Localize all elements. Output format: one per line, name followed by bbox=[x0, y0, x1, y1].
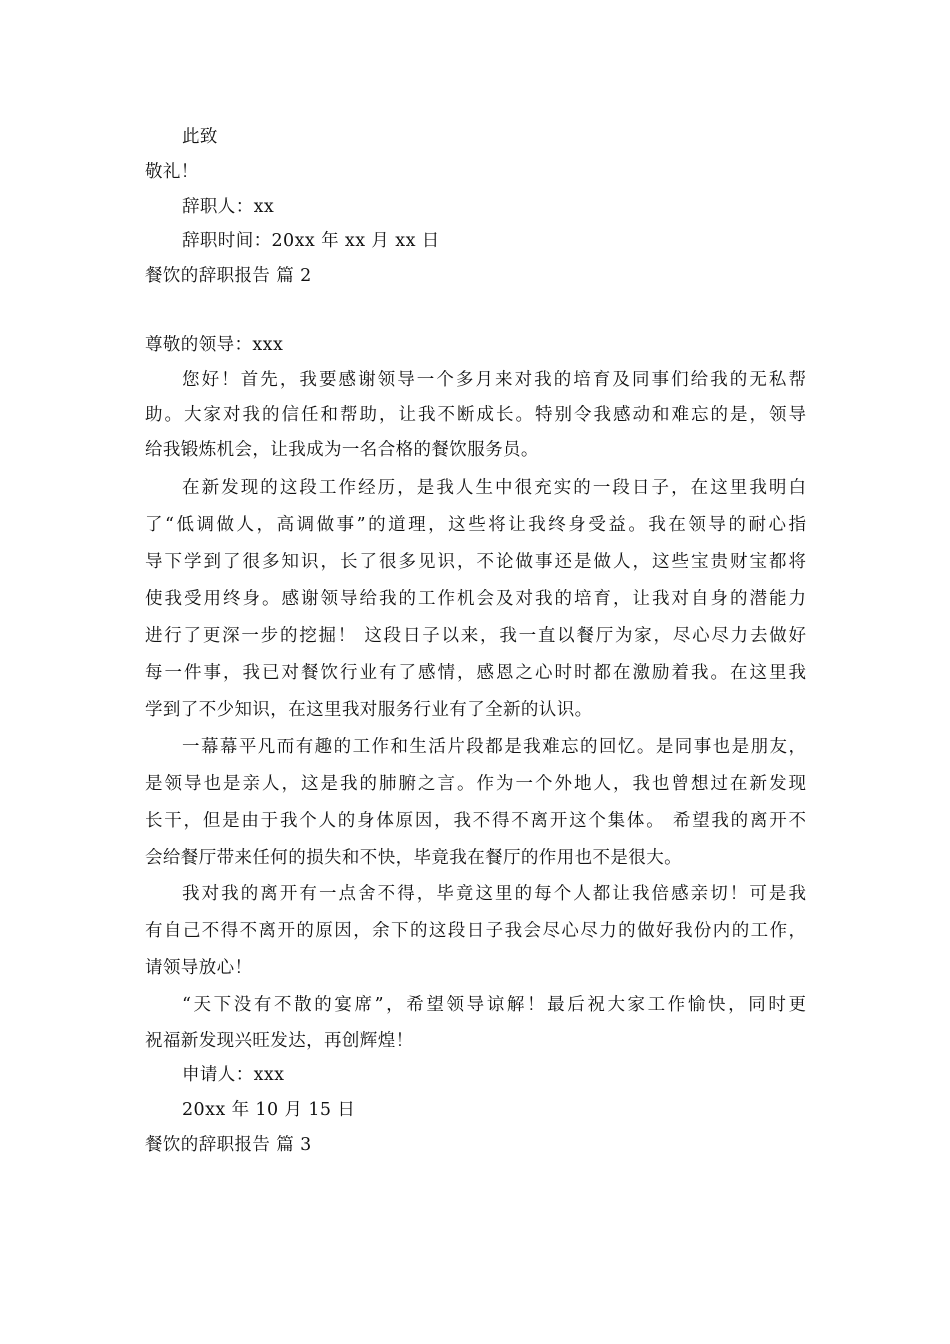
applicant-name: 申请人：xxx bbox=[182, 1065, 285, 1085]
paragraph-line: 会给餐厅带来任何的损失和不快，毕竟我在餐厅的作用也不是很大。 bbox=[145, 848, 682, 868]
paragraph-line: 是领导也是亲人，这是我的肺腑之言。作为一个外地人，我也曾想过在新发现 bbox=[145, 774, 806, 794]
paragraph-line: 长干，但是由于我个人的身体原因，我不得不离开这个集体。 希望我的离开不 bbox=[145, 811, 806, 831]
resigner-name: 辞职人：xx bbox=[182, 197, 275, 217]
paragraph-line: 助。大家对我的信任和帮助，让我不断成长。特别令我感动和难忘的是，领导 bbox=[145, 405, 806, 425]
section-heading-3: 餐饮的辞职报告 篇 3 bbox=[145, 1135, 312, 1155]
paragraph-line: 在新发现的这段工作经历，是我人生中很充实的一段日子，在这里我明白 bbox=[182, 478, 806, 498]
paragraph-line: 了“低调做人，高调做事”的道理，这些将让我终身受益。我在领导的耐心指 bbox=[145, 515, 806, 535]
closing-regards: 敬礼！ bbox=[145, 162, 199, 182]
paragraph-line: 给我锻炼机会，让我成为一名合格的餐饮服务员。 bbox=[145, 440, 539, 460]
letter-greeting: 尊敬的领导：xxx bbox=[145, 335, 284, 355]
paragraph-line: 我对我的离开有一点舍不得，毕竟这里的每个人都让我倍感亲切！可是我 bbox=[182, 884, 806, 904]
paragraph-line: 您好！首先，我要感谢领导一个多月来对我的培育及同事们给我的无私帮 bbox=[182, 370, 806, 390]
paragraph-line: 一幕幕平凡而有趣的工作和生活片段都是我难忘的回忆。是同事也是朋友， bbox=[182, 737, 806, 757]
paragraph-line: 每一件事，我已对餐饮行业有了感情，感恩之心时时都在激励着我。在这里我 bbox=[145, 663, 806, 683]
resignation-date: 辞职时间：20xx 年 xx 月 xx 日 bbox=[182, 231, 440, 251]
paragraph-line: 使我受用终身。感谢领导给我的工作机会及对我的培育，让我对自身的潜能力 bbox=[145, 589, 806, 609]
closing-salutation: 此致 bbox=[182, 127, 218, 147]
application-date: 20xx 年 10 月 15 日 bbox=[182, 1100, 356, 1120]
paragraph-line: 有自己不得不离开的原因，余下的这段日子我会尽心尽力的做好我份内的工作， bbox=[145, 921, 806, 941]
paragraph-line: 学到了不少知识，在这里我对服务行业有了全新的认识。 bbox=[145, 700, 593, 720]
section-heading-2: 餐饮的辞职报告 篇 2 bbox=[145, 266, 312, 286]
paragraph-line: 请领导放心！ bbox=[145, 958, 253, 978]
paragraph-line: “天下没有不散的宴席”，希望领导谅解！最后祝大家工作愉快，同时更 bbox=[182, 995, 806, 1015]
paragraph-line: 祝福新发现兴旺发达，再创辉煌！ bbox=[145, 1031, 414, 1051]
paragraph-line: 导下学到了很多知识，长了很多见识，不论做事还是做人，这些宝贵财宝都将 bbox=[145, 552, 806, 572]
paragraph-line: 进行了更深一步的挖掘！ 这段日子以来，我一直以餐厅为家，尽心尽力去做好 bbox=[145, 626, 806, 646]
